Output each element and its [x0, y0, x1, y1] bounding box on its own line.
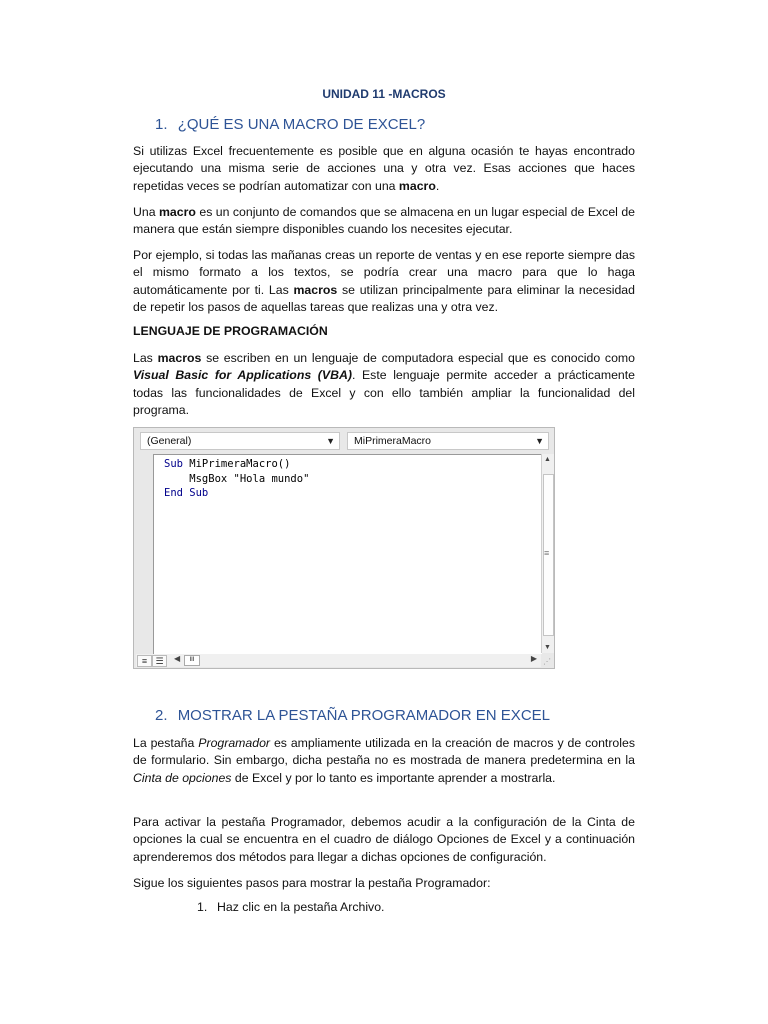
full-module-view-icon[interactable]: ☰ — [152, 655, 167, 667]
bold-run: macro — [159, 205, 196, 219]
text-run: Una — [133, 205, 159, 219]
list-item-text: Haz clic en la pestaña Archivo. — [217, 900, 385, 914]
text-run: La pestaña — [133, 736, 199, 750]
horizontal-scroll-thumb[interactable]: III — [184, 655, 200, 666]
section-2-title: MOSTRAR LA PESTAÑA PROGRAMADOR EN EXCEL — [177, 707, 550, 724]
vba-editor-window — [133, 427, 555, 669]
code-window[interactable] — [153, 454, 542, 654]
section-2-paragraph-2: Para activar la pestaña Programador, debemos acudir a la configuración de la Cinta de opciones la cual se encuentra en el cuadro de diálogo Opciones de Excel y a continuación aprenderemos dos métodos para llegar a dichas opciones de configuración. — [133, 815, 635, 864]
resize-grip-icon[interactable]: ⋰ — [543, 657, 551, 666]
section-1-title: ¿QUÉ ES UNA MACRO DE EXCEL? — [177, 116, 426, 133]
text-run: es un conjunto de comandos que se almacena en un lugar especial de Excel de manera que están siempre disponibles cuando los necesites ejecutar. — [133, 205, 635, 237]
procedure-combo[interactable] — [347, 432, 549, 450]
text-run: Las — [133, 351, 158, 365]
code-text — [164, 457, 309, 501]
bold-run: macros — [157, 351, 202, 365]
unit-title: UNIDAD 11 -MACROS — [322, 87, 446, 101]
text-run: de Excel y por lo tanto es importante aprender a mostrarla. — [231, 770, 556, 785]
code-keyword: Sub — [164, 458, 183, 470]
scroll-down-icon[interactable]: ▼ — [544, 644, 551, 651]
object-combo[interactable] — [140, 432, 340, 450]
section-2-number: 2. — [155, 707, 168, 724]
text-run: Por ejemplo, si todas las mañanas creas un reporte de ventas y en ese reporte siempre das el mismo formato a los textos, se podría crear una macro para que lo haga automáticamente por ti. Las — [133, 248, 635, 297]
text-run: . Este lenguaje permite acceder a prácticamente todas las funcionalidades de Excel y con ello también ampliar la funcionalidad del programa. — [133, 368, 635, 418]
scroll-up-icon[interactable]: ▲ — [544, 456, 551, 463]
text-run: es ampliamente utilizada en la creación de macros y de controles de formulario. Sin embargo, dicha pestaña no es mostrada de manera predetermina en la — [133, 736, 635, 768]
object-combo-value: (General) — [147, 435, 192, 447]
code-keyword: End Sub — [164, 487, 209, 499]
list-item-number: 1. — [197, 900, 208, 914]
section-1-paragraph-2 — [133, 204, 635, 239]
scroll-left-icon[interactable]: ◀ — [174, 654, 181, 663]
bold-run: macros — [293, 282, 338, 297]
section-2-paragraph-1 — [133, 735, 635, 787]
programming-language-subheading: LENGUAJE DE PROGRAMACIÓN — [133, 324, 328, 338]
section-1-paragraph-1 — [133, 143, 635, 195]
dropdown-arrow-icon: ▼ — [535, 436, 544, 446]
text-run: se utilizan principalmente para eliminar la necesidad de repetir los pasos de aquellas tareas que realizas una y otra vez. — [133, 282, 635, 315]
procedure-view-icon[interactable]: ≡ — [137, 655, 152, 667]
bold-run: macro — [398, 178, 436, 193]
vertical-scrollbar[interactable] — [541, 454, 554, 653]
bottom-bar — [136, 654, 541, 667]
code-line: MsgBox "Hola mundo" — [164, 472, 310, 485]
text-run: se escriben en un lenguaje de computadora especial que es conocido como — [201, 351, 635, 365]
scroll-right-icon[interactable]: ▶ — [530, 654, 537, 663]
code-line: MiPrimeraMacro() — [182, 458, 291, 470]
section-1-heading — [155, 116, 425, 133]
text-run: Si utilizas Excel frecuentemente es posible que en alguna ocasión te hayas encontrado ejecutando una misma serie de acciones una y otra vez. Esas acciones que haces repetidas veces se podrían automatizar con una — [133, 144, 635, 193]
section-2-heading — [155, 707, 550, 724]
text-run: . — [435, 178, 440, 193]
dropdown-arrow-icon: ▼ — [326, 436, 335, 446]
section-2-paragraph-3: Sigue los siguientes pasos para mostrar la pestaña Programador: — [133, 876, 491, 890]
procedure-combo-value: MiPrimeraMacro — [354, 435, 432, 447]
section-1-paragraph-4 — [133, 350, 635, 420]
italic-run: Cinta de opciones — [133, 770, 232, 785]
grip-icon: ≡ — [544, 548, 550, 558]
bold-italic-run: Visual Basic for Applications (VBA) — [133, 368, 352, 383]
italic-run: Programador — [198, 736, 271, 750]
list-item — [197, 900, 384, 914]
section-1-number: 1. — [155, 116, 168, 133]
section-1-paragraph-3 — [133, 247, 635, 317]
code-gutter — [136, 454, 152, 653]
